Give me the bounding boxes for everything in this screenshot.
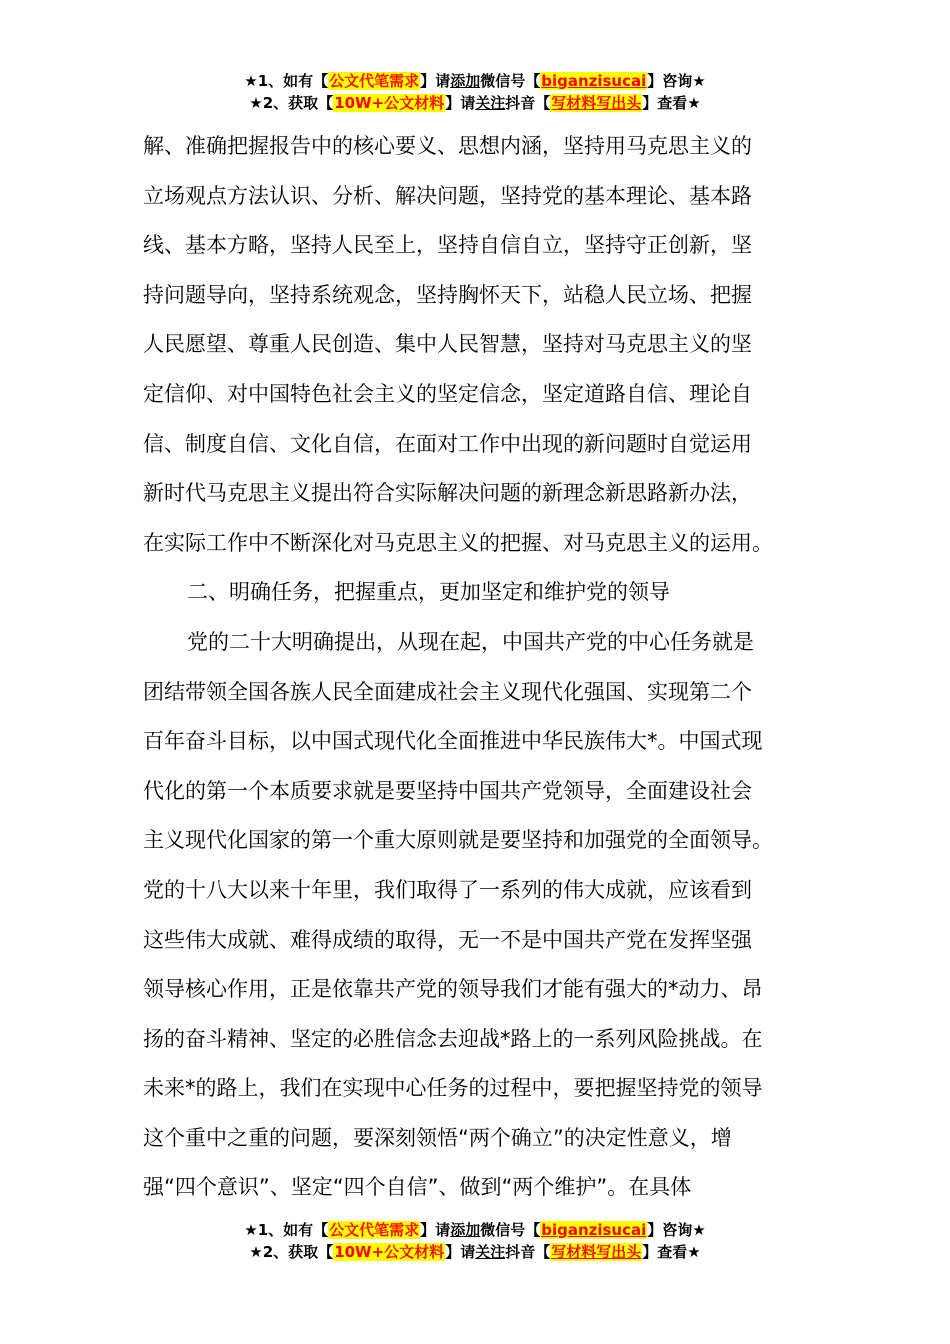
text-line: 扬的奋斗精神、坚定的必胜信念去迎战*路上的一系列风险挑战。在 [143,1026,763,1051]
banner-text: 】请 [420,72,451,90]
banner-emphasis: 添加 [450,72,481,90]
text-line: 代化的第一个本质要求就是要坚持中国共产党领导，全面建设社会 [143,778,752,803]
banner-text: 微信号【 [480,72,541,90]
text-line: 人民愿望、尊重人民创造、集中人民智慧，坚持对马克思主义的坚 [143,332,752,357]
banner-text: 】请 [420,1221,451,1239]
highlight-wechat-id: biganzisucai [541,1221,647,1239]
text-line: 强“四个意识”、坚定“四个自信”、做到“两个维护”。在具体 [143,1175,692,1200]
banner-text: 】咨询★ [647,72,706,90]
banner-emphasis: 添加 [450,1221,481,1239]
text-line: 持问题导向，坚持系统观念，坚持胸怀天下，站稳人民立场、把握 [143,282,752,307]
text-line: 立场观点方法认识、分析、解决问题，坚持党的基本理论、基本路 [143,183,752,208]
banner-text: 】请 [445,94,476,112]
document-body [143,122,823,1213]
banner-text: 微信号【 [480,1221,541,1239]
text-line: 未来*的路上，我们在实现中心任务的过程中，要把握坚持党的领导 [143,1076,763,1101]
text-line: 党的十八大以来十年里，我们取得了一系列的伟大成就，应该看到 [143,877,752,902]
text-line: 领导核心作用，正是依靠共产党的领导我们才能有强大的*动力、昂 [143,977,763,1002]
highlight-service: 公文代笔需求 [329,1221,420,1239]
text-line: 信、制度自信、文化自信，在面对工作中出现的新问题时自觉运用 [143,431,752,456]
text-line: 团结带领全国各族人民全面建成社会主义现代化强国、实现第二个 [143,679,752,704]
banner-line-2 [0,1241,950,1263]
highlight-materials: 10W+公文材料 [334,1243,445,1261]
banner-text: 】请 [445,1243,476,1261]
text-line: 这些伟大成就、难得成绩的取得，无一不是中国共产党在发挥坚强 [143,927,752,952]
footer-banner [0,1219,950,1263]
banner-text: 】查看★ [642,94,701,112]
highlight-service: 公文代笔需求 [329,72,420,90]
text-line: 定信仰、对中国特色社会主义的坚定信念，坚定道路自信、理论自 [143,381,752,406]
header-banner [0,70,950,114]
highlight-douyin-id: 写材料写出头 [551,1243,642,1261]
banner-text: 抖音【 [505,94,551,112]
banner-emphasis: 关注 [475,1243,506,1261]
highlight-wechat-id: biganzisucai [541,72,647,90]
text-line: 新时代马克思主义提出符合实际解决问题的新理念新思路新办法， [143,481,752,506]
banner-line-1 [0,70,950,92]
banner-text: ★1、如有【 [244,72,329,90]
text-line: 解、准确把握报告中的核心要义、思想内涵，坚持用马克思主义的 [143,134,752,158]
highlight-douyin-id: 写材料写出头 [551,94,642,112]
banner-text: 】咨询★ [647,1221,706,1239]
banner-text: 抖音【 [505,1243,551,1261]
text-line: 线、基本方略，坚持人民至上，坚持自信自立，坚持守正创新，坚 [143,233,752,258]
highlight-materials: 10W+公文材料 [334,94,445,112]
banner-line-1 [0,1219,950,1241]
banner-text: ★2、获取【 [249,94,334,112]
banner-line-2 [0,92,950,114]
section-heading: 二、明确任务，把握重点，更加坚定和维护党的领导 [187,580,670,605]
banner-text: ★1、如有【 [244,1221,329,1239]
text-line: 主义现代化国家的第一个重大原则就是要坚持和加强党的全面领导。 [143,828,773,853]
text-line: 在实际工作中不断深化对马克思主义的把握、对马克思主义的运用。 [143,530,773,555]
text-line: 这个重中之重的问题，要深刻领悟“两个确立”的决定性意义，增 [143,1125,732,1150]
banner-emphasis: 关注 [475,94,506,112]
banner-text: ★2、获取【 [249,1243,334,1261]
paragraph-start: 党的二十大明确提出，从现在起，中国共产党的中心任务就是 [187,629,754,654]
text-line: 百年奋斗目标，以中国式现代化全面推进中华民族伟大*。中国式现 [143,729,763,754]
banner-text: 】查看★ [642,1243,701,1261]
